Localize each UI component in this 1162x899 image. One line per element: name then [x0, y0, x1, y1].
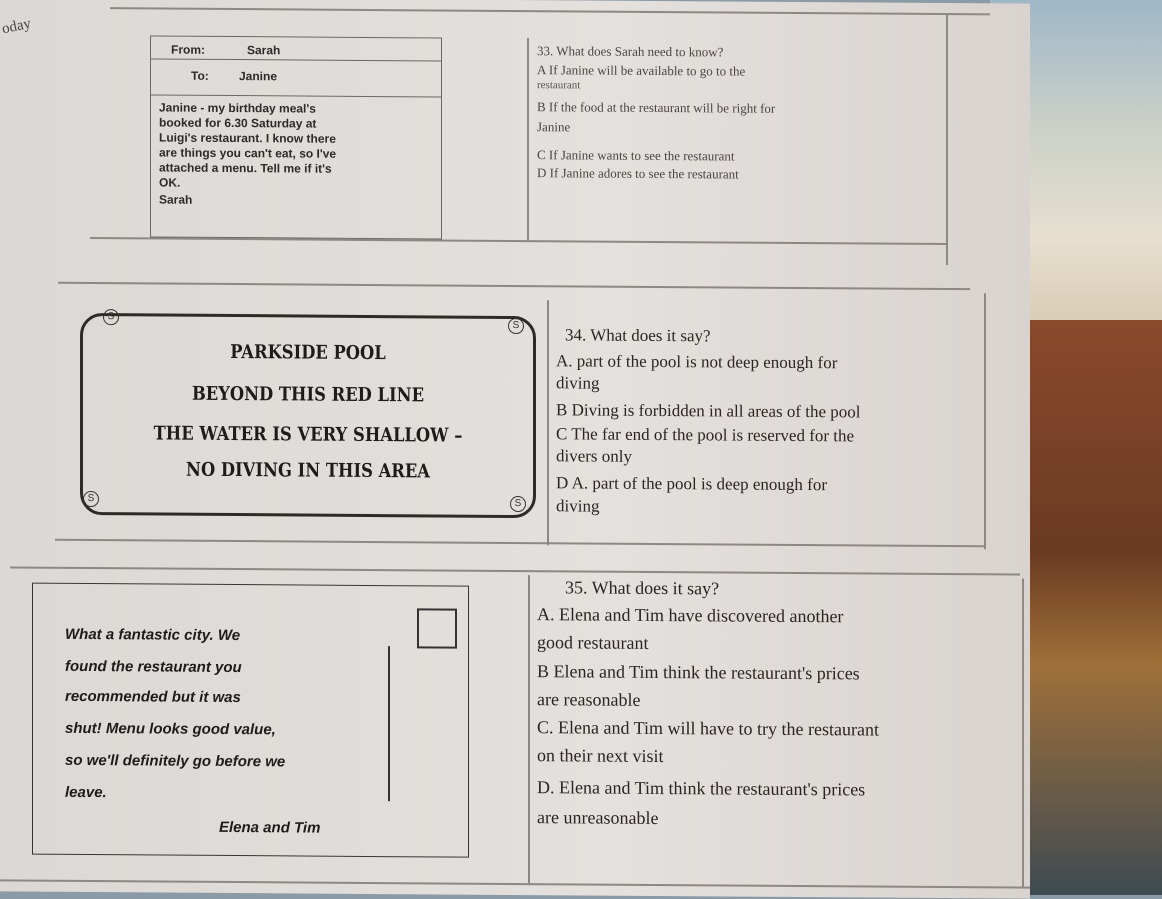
row2-divider: [547, 300, 549, 545]
q33-option-b[interactable]: B If the food at the restaurant will be right for: [537, 99, 776, 116]
question-34: 34. What does it say?: [565, 325, 711, 346]
email-body-line: OK.: [159, 175, 181, 190]
q34-option-a-cont: diving: [556, 373, 600, 393]
email-body: [159, 101, 439, 210]
q33-option-b-cont: Janine: [537, 119, 571, 135]
sign-line: BEYOND THIS RED LINE: [191, 382, 425, 407]
sign-line: THE WATER IS VERY SHALLOW –: [153, 422, 463, 447]
sign-bolt-icon: S: [508, 318, 524, 334]
email-to-label: To:: [191, 68, 209, 83]
row3-bottom-border: [0, 879, 1030, 888]
email-body-line: are things you can't eat, so I've: [159, 145, 337, 161]
row3-divider: [528, 575, 530, 885]
note-line: What a fantastic city. We: [65, 625, 241, 645]
question-33: 33. What does Sarah need to know?: [537, 43, 724, 60]
note-line: shut! Menu looks good value,: [65, 719, 276, 739]
stamp-box: [417, 608, 457, 648]
row1-right-border: [946, 15, 948, 265]
q33-option-c[interactable]: C If Janine wants to see the restaurant: [537, 147, 735, 164]
email-signature: Sarah: [159, 192, 193, 207]
q34-option-a[interactable]: A. part of the pool is not deep enough for: [556, 351, 838, 373]
q34-option-d-cont: diving: [556, 496, 600, 516]
corner-fragment: oday: [0, 15, 33, 38]
email-from-label: From:: [171, 42, 205, 57]
q35-option-c[interactable]: C. Elena and Tim will have to try the restaurant: [537, 717, 879, 740]
q35-option-d[interactable]: D. Elena and Tim think the restaurant's prices: [537, 777, 866, 800]
email-from-value: Sarah: [247, 43, 281, 58]
email-body-line: booked for 6.30 Saturday at: [159, 115, 317, 131]
q35-option-c-cont: on their next visit: [537, 745, 664, 767]
note-line: recommended but it was: [65, 687, 241, 707]
q35-option-b[interactable]: B Elena and Tim think the restaurant's prices: [537, 661, 860, 684]
q33-option-d[interactable]: D If Janine adores to see the restaurant: [537, 165, 739, 182]
q33-option-a-cont: restaurant: [537, 79, 581, 92]
sign-line: NO DIVING IN THIS AREA: [186, 458, 430, 483]
sign-bolt-icon: S: [103, 309, 119, 325]
q34-option-d[interactable]: D A. part of the pool is deep enough for: [556, 473, 827, 495]
q35-option-d-cont: are unreasonable: [537, 807, 659, 829]
row2-top-border: [58, 282, 970, 290]
email-from-row: [151, 36, 441, 61]
pool-sign: [80, 313, 536, 518]
q33-option-a[interactable]: A If Janine will be available to go to the: [537, 62, 746, 79]
q35-option-b-cont: are reasonable: [537, 689, 641, 710]
row1-bottom-border: [90, 237, 948, 244]
q34-option-b[interactable]: B Diving is forbidden in all areas of the pool: [556, 400, 861, 422]
email-body-line: attached a menu. Tell me if it's: [159, 160, 332, 176]
sign-bolt-icon: S: [510, 496, 526, 512]
sign-line: PARKSIDE POOL: [230, 341, 386, 365]
row3-right-border: [1022, 579, 1024, 889]
q35-option-a-cont: good restaurant: [537, 632, 649, 653]
table-top-border: [110, 7, 990, 15]
row1-divider: [527, 38, 529, 240]
q35-option-a[interactable]: A. Elena and Tim have discovered another: [537, 604, 844, 627]
row2-bottom-border: [55, 539, 985, 547]
row2-right-border: [984, 293, 986, 549]
q34-option-c[interactable]: C The far end of the pool is reserved for the: [556, 424, 855, 446]
sign-bolt-icon: S: [83, 491, 99, 507]
note-signature: Elena and Tim: [219, 818, 321, 837]
postcard-note: [32, 583, 469, 858]
note-line: leave.: [65, 783, 107, 802]
q34-option-c-cont: divers only: [556, 446, 633, 466]
email-to-row: [151, 58, 441, 97]
email-to-value: Janine: [239, 69, 278, 84]
postcard-divider: [388, 646, 390, 801]
row3-top-border: [10, 566, 1020, 575]
note-line: found the restaurant you: [65, 657, 242, 677]
note-line: so we'll definitely go before we: [65, 751, 286, 771]
question-35: 35. What does it say?: [565, 577, 720, 599]
email-body-line: Luigi's restaurant. I know there: [159, 130, 336, 146]
email-body-line: Janine - my birthday meal's: [159, 100, 316, 116]
email-message: [150, 35, 442, 239]
